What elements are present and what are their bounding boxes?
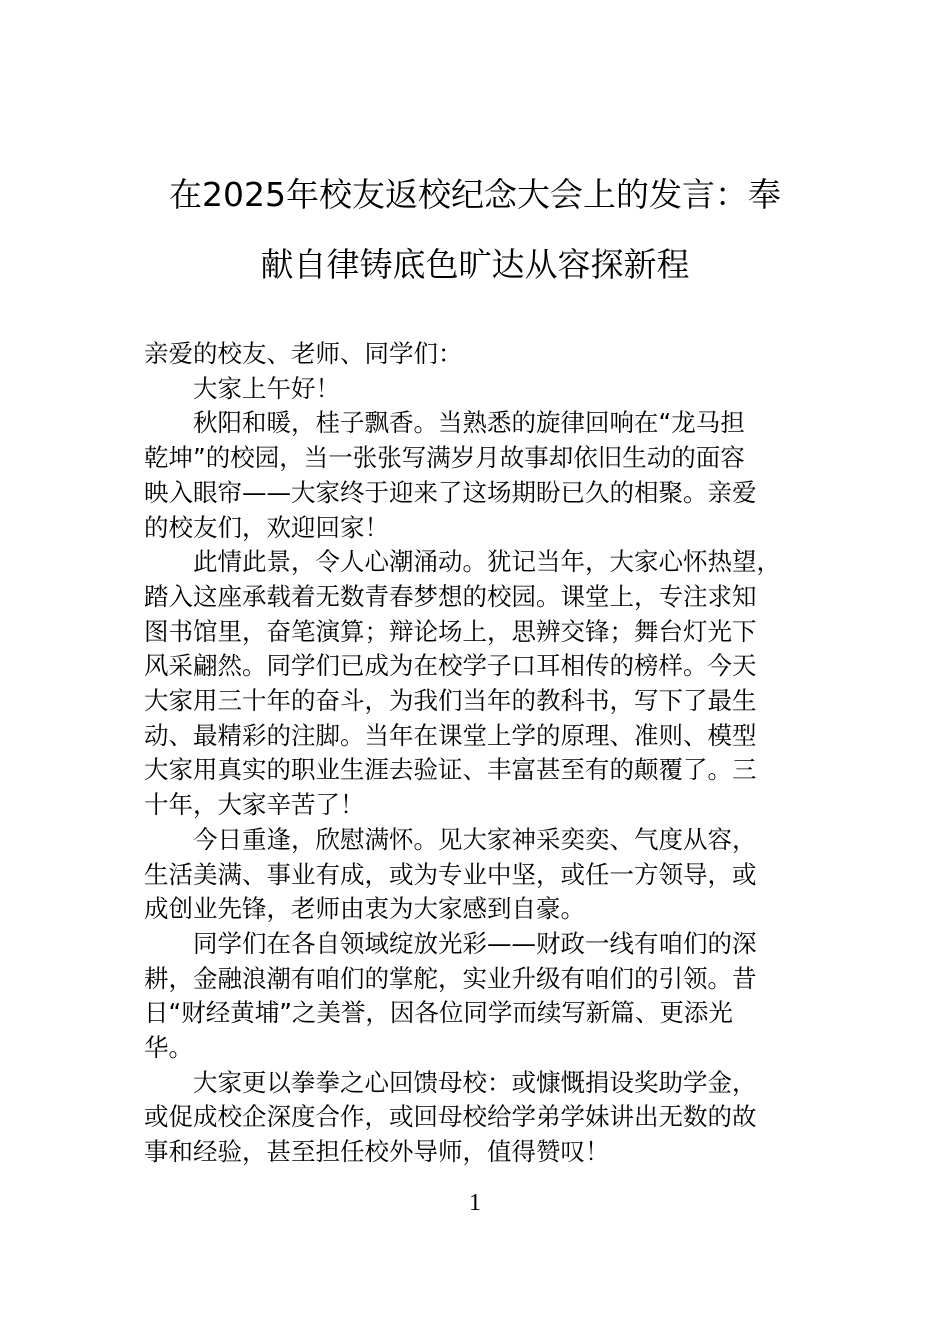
paragraph-line: 或促成校企深度合作，或回母校给学弟学妹讲出无数的故 [144, 1102, 757, 1132]
paragraph-line: 动、最精彩的注脚。当年在课堂上学的原理、准则、模型 [144, 720, 757, 750]
speech-body [144, 337, 824, 1170]
paragraph-line: 华。 [144, 1033, 193, 1063]
paragraph-line: 乾坤”的校园，当一张张写满岁月故事却依旧生动的面容 [144, 443, 745, 473]
paragraph-opening [144, 372, 824, 407]
paragraph-line: 今日重逢，欣慰满怀。见大家神采奕奕、气度从容， [193, 824, 757, 854]
paragraph-line: 大家用真实的职业生涯去验证、丰富甚至有的颠覆了。三 [144, 755, 757, 785]
paragraph-line: 生活美满、事业有成，或为专业中坚，或任一方领导，或 [144, 859, 757, 889]
paragraph-achievements [144, 927, 824, 1066]
paragraph-line: 大家更以拳拳之心回馈母校：或慷慨捐设奖助学金， [193, 1067, 757, 1097]
paragraph-line: 大家用三十年的奋斗，为我们当年的教科书，写下了最生 [144, 686, 757, 716]
paragraph-line: 映入眼帘——大家终于迎来了这场期盼已久的相聚。亲爱 [144, 477, 757, 507]
paragraph-line: 此情此景，令人心潮涌动。犹记当年，大家心怀热望， [193, 547, 781, 577]
paragraph-line: 同学们在各自领域绽放光彩——财政一线有咱们的深 [193, 928, 757, 958]
paragraph-line: 耕，金融浪潮有咱们的掌舵，实业升级有咱们的引领。昔 [144, 963, 757, 993]
greeting: 亲爱的校友、老师、同学们： [144, 339, 463, 368]
paragraph-contributions [144, 1066, 824, 1170]
page-number: 1 [469, 1190, 481, 1216]
paragraph-line: 大家上午好！ [193, 373, 340, 403]
paragraph-line: 的校友们，欢迎回家！ [144, 512, 389, 542]
title-line-2: 献自律铸底色旷达从容探新程 [260, 245, 690, 284]
paragraph-line: 日“财经黄埔”之美誉，因各位同学而续写新篇、更添光 [144, 998, 733, 1028]
paragraph-line: 秋阳和暖，桂子飘香。当熟悉的旋律回响在“龙马担 [193, 408, 745, 438]
paragraph-line: 踏入这座承载着无数青春梦想的校园。课堂上，专注求知 [144, 581, 757, 611]
paragraph-line: 事和经验，甚至担任校外导师，值得赞叹！ [144, 1137, 610, 1167]
title-line-1: 在2025年校友返校纪念大会上的发言：奉 [169, 175, 781, 214]
paragraph-reunion [144, 823, 824, 927]
paragraph-line: 风采翩然。同学们已成为在校学子口耳相传的榜样。今天 [144, 651, 757, 681]
paragraph-line: 成创业先锋，老师由衷为大家感到自豪。 [144, 894, 585, 924]
paragraph-welcome [144, 406, 824, 545]
paragraph-line: 十年，大家辛苦了！ [144, 790, 365, 820]
paragraph-memories [144, 545, 824, 823]
paragraph-line: 图书馆里，奋笔演算；辩论场上，思辨交锋；舞台灯光下 [144, 616, 757, 646]
